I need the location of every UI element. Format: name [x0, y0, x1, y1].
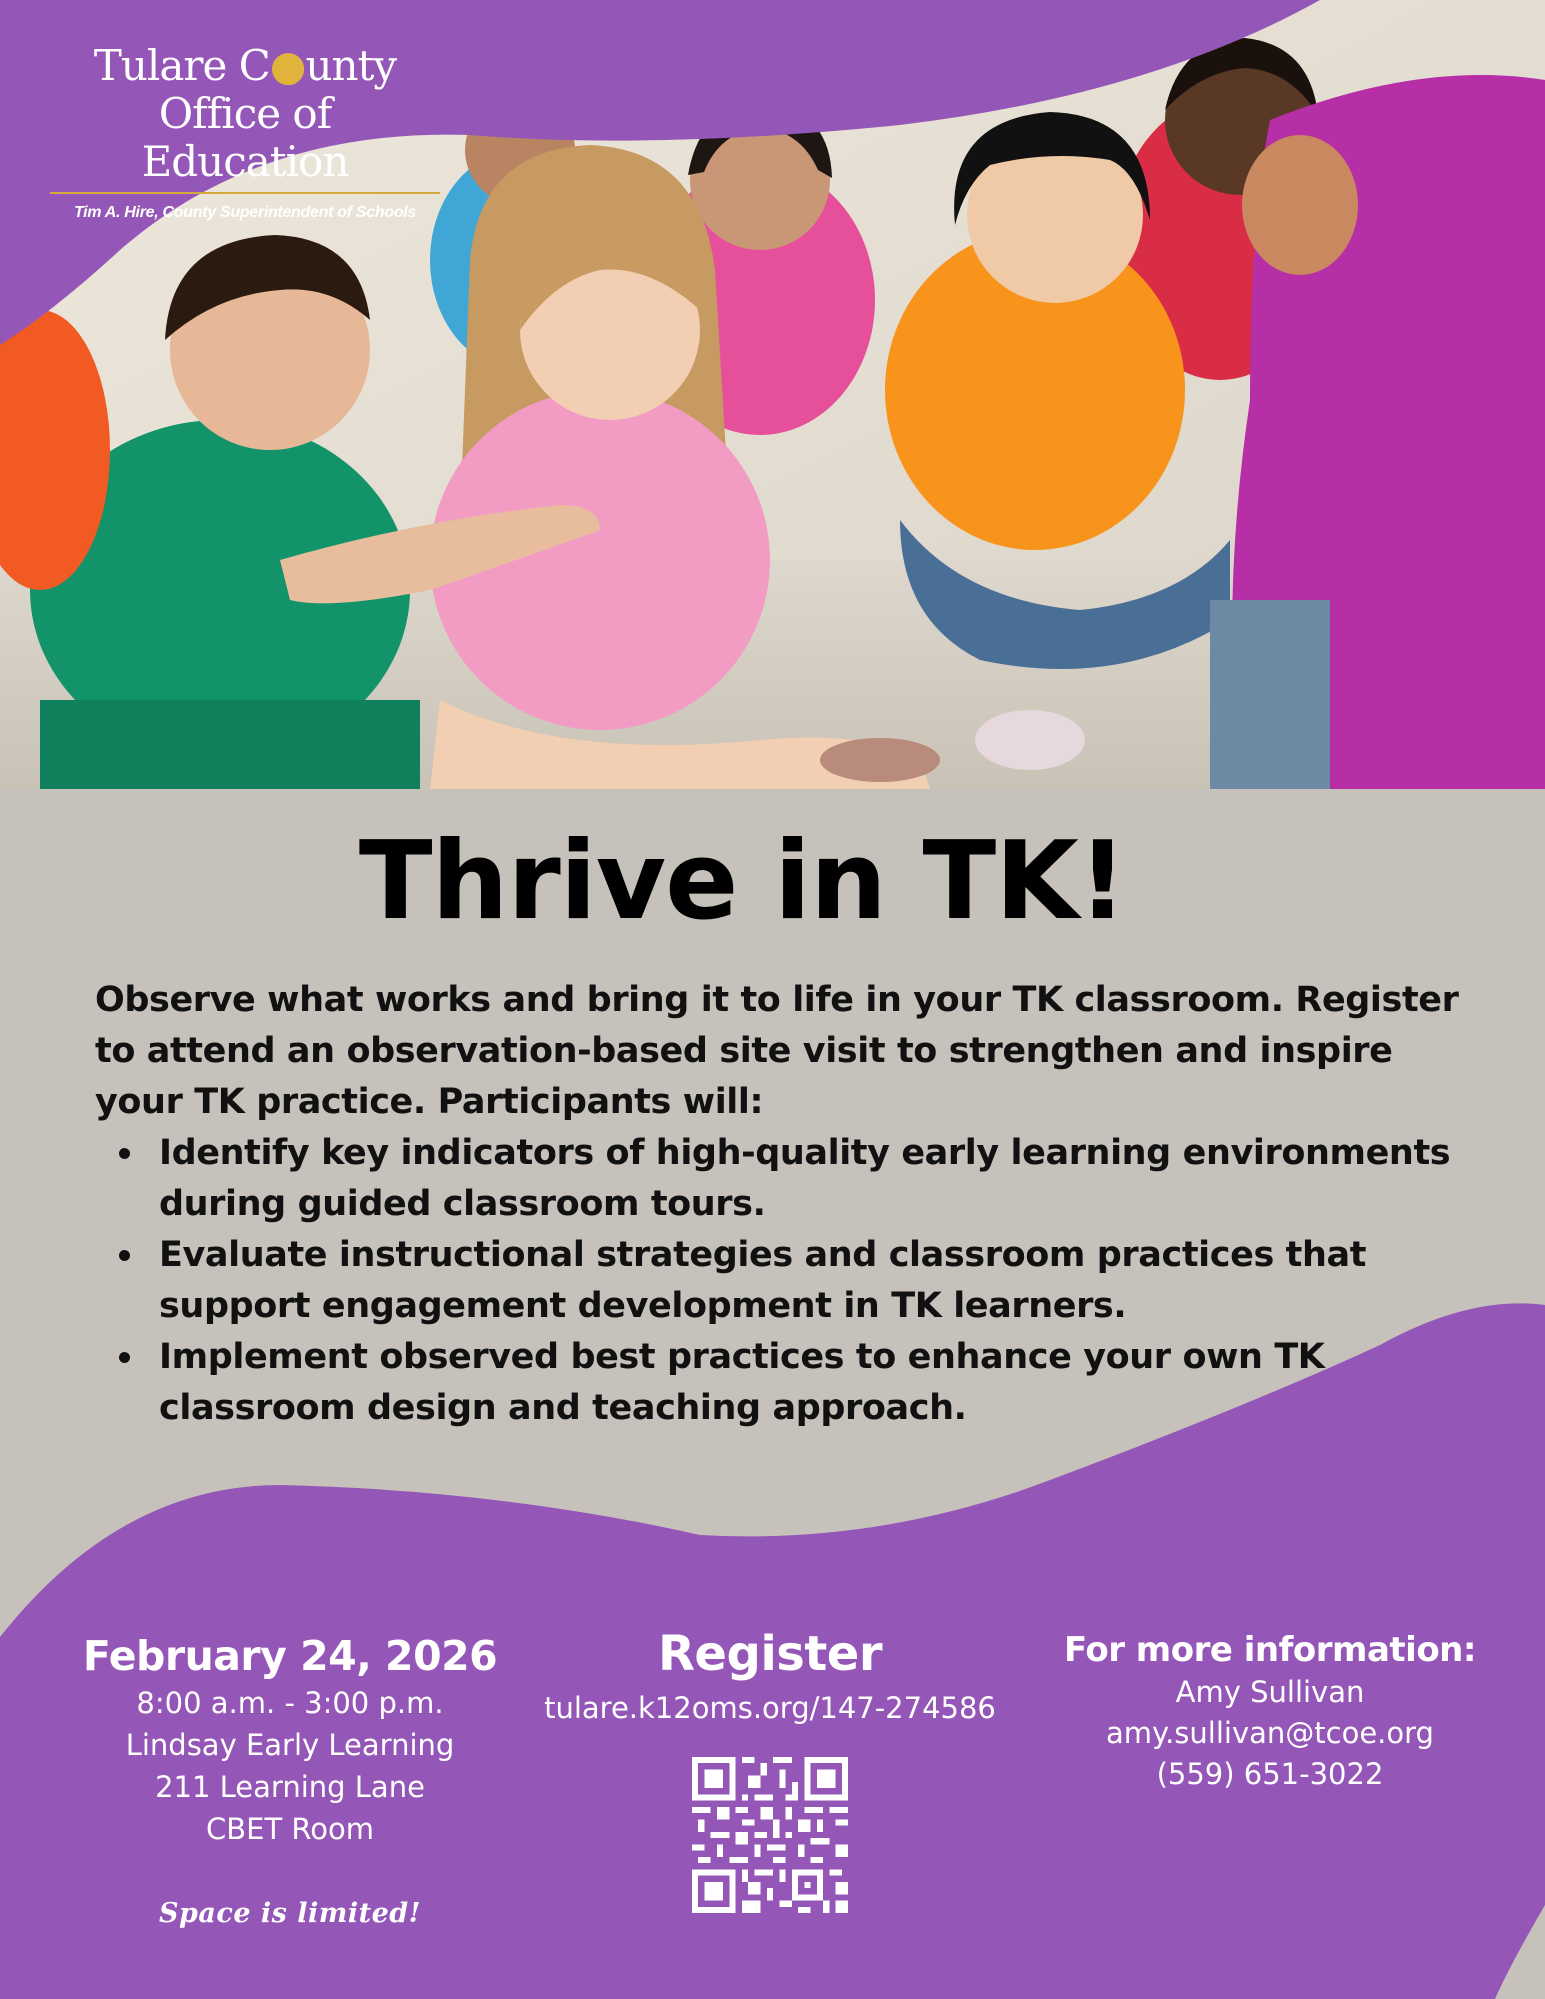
event-time: 8:00 a.m. - 3:00 p.m.: [136, 1686, 444, 1720]
event-room: CBET Room: [206, 1812, 374, 1846]
contact-section: [1050, 1628, 1490, 1795]
logo-line1: Tulare C●unty: [93, 41, 397, 90]
list-item: Evaluate instructional strategies and classroom practices that support engagement development in TK learners.: [95, 1230, 1475, 1332]
register-title: Register: [657, 1626, 883, 1682]
register-section: [540, 1625, 1000, 1913]
contact-title: For more information:: [1064, 1630, 1476, 1670]
event-date: February 24, 2026: [82, 1632, 498, 1680]
logo-divider: [50, 192, 440, 194]
list-item: Implement observed best practices to enhance your own TK classroom design and teaching approach.: [95, 1332, 1475, 1434]
list-item: Identify key indicators of high-quality early learning environments during guided classroom tours.: [95, 1128, 1475, 1230]
qr-code-icon[interactable]: [692, 1757, 848, 1913]
page-title: Thrive in TK!: [358, 819, 1127, 944]
contact-name: Amy Sullivan: [1175, 1675, 1365, 1709]
logo-line2: Office of Education: [141, 89, 349, 186]
logo-subtitle: Tim A. Hire, County Superintendent of Schools: [73, 204, 417, 221]
tcoe-logo: [50, 42, 440, 222]
contact-email[interactable]: amy.sullivan@tcoe.org: [1106, 1716, 1434, 1750]
contact-phone[interactable]: (559) 651-3022: [1156, 1757, 1384, 1791]
apple-icon: ●: [269, 41, 306, 90]
event-address: 211 Learning Lane: [155, 1770, 425, 1804]
event-details: [70, 1630, 510, 1929]
participant-outcomes-list: [95, 1128, 1475, 1434]
register-link[interactable]: tulare.k12oms.org/147-274586: [544, 1691, 996, 1725]
intro-paragraph: Observe what works and bring it to life in your TK classroom. Register to attend an observation-based site visit to strengthen and inspire your TK practice. Participants will:: [95, 980, 1459, 1122]
space-limited-note: Space is limited!: [159, 1898, 421, 1929]
event-venue: Lindsay Early Learning: [125, 1728, 455, 1762]
